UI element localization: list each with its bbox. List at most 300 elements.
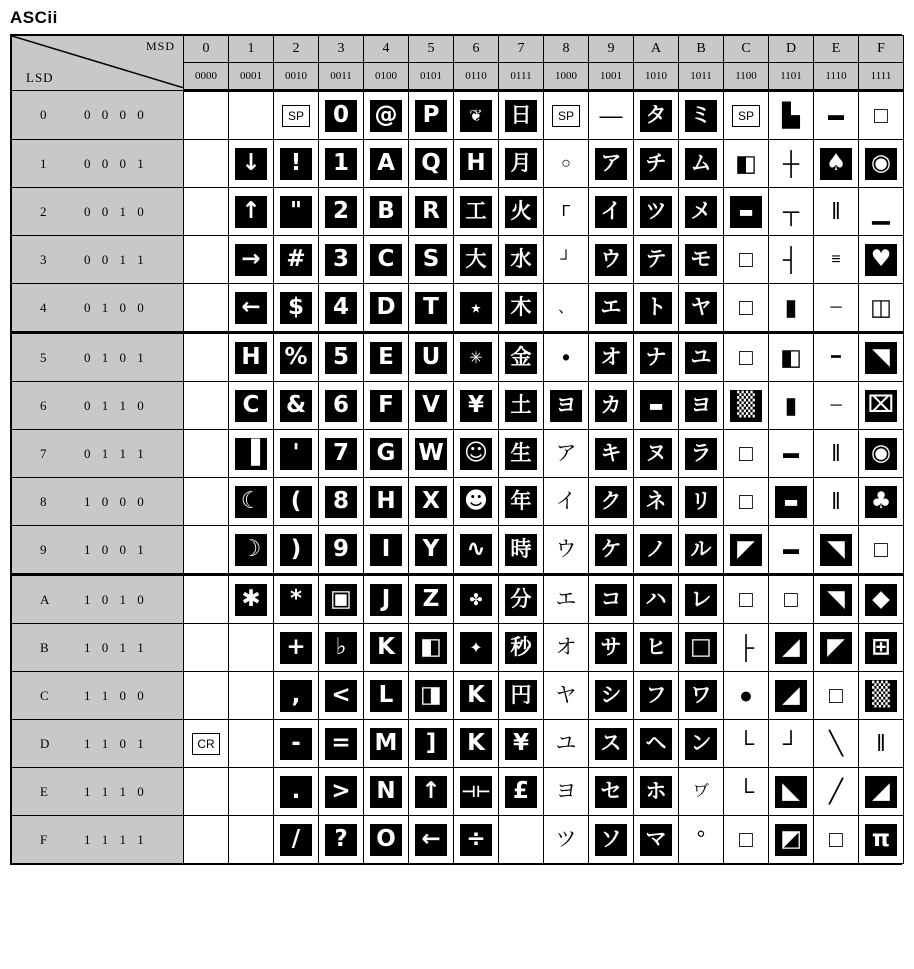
- row-bin-label: 0 0 0 1: [84, 155, 148, 171]
- row-bin-label: 0 1 0 1: [84, 349, 148, 365]
- table-row: [12, 526, 904, 575]
- glyph: ♥: [865, 244, 897, 276]
- glyph: T: [415, 292, 447, 324]
- ascii-cell-26: [274, 382, 319, 430]
- glyph: □: [730, 824, 762, 856]
- ascii-cell-ED: [814, 720, 859, 768]
- ascii-cell-AD: [634, 720, 679, 768]
- glyph: J: [370, 584, 402, 616]
- ascii-cell-13: [229, 236, 274, 284]
- glyph: ヨ: [685, 390, 717, 422]
- col-hex-11: B: [679, 36, 724, 63]
- glyph: ▁: [865, 196, 897, 228]
- glyph: イ: [550, 486, 582, 518]
- col-hex-15: F: [859, 36, 904, 63]
- col-hex-14: E: [814, 36, 859, 63]
- glyph: °: [685, 824, 717, 856]
- glyph: H: [460, 148, 492, 180]
- glyph: ≡: [820, 244, 852, 276]
- col-bin-12: 1100: [724, 63, 769, 91]
- glyph: ‖: [865, 728, 897, 760]
- col-bin-8: 1000: [544, 63, 589, 91]
- col-hex-8: 8: [544, 36, 589, 63]
- glyph: ←: [235, 292, 267, 324]
- row-label-8: [12, 478, 184, 526]
- glyph: 金: [505, 342, 537, 374]
- ascii-cell-41: [364, 140, 409, 188]
- glyph: 月: [505, 148, 537, 180]
- glyph: ▮: [775, 292, 807, 324]
- ascii-cell-A4: [634, 284, 679, 333]
- glyph: ツ: [640, 196, 672, 228]
- glyph: ハ: [640, 584, 672, 616]
- glyph: L: [370, 680, 402, 712]
- ascii-cell-2D: [274, 720, 319, 768]
- glyph: ヌ: [640, 438, 672, 470]
- glyph: ↑: [415, 776, 447, 808]
- ascii-cell-22: [274, 188, 319, 236]
- ascii-cell-02: [184, 188, 229, 236]
- glyph: ¥: [505, 728, 537, 760]
- glyph: ナ: [640, 342, 672, 374]
- ascii-cell-F9: [859, 526, 904, 575]
- ascii-cell-F6: [859, 382, 904, 430]
- ascii-cell-38: [319, 478, 364, 526]
- col-bin-5: 0101: [409, 63, 454, 91]
- row-bin-label: 0 0 1 1: [84, 251, 148, 267]
- ascii-cell-9B: [589, 624, 634, 672]
- row-hex-label: 7: [40, 445, 47, 461]
- ascii-cell-63: [454, 236, 499, 284]
- glyph: 土: [505, 390, 537, 422]
- glyph: ウ: [595, 244, 627, 276]
- glyph: メ: [685, 196, 717, 228]
- glyph: ▬: [640, 390, 672, 422]
- ascii-cell-DA: [769, 575, 814, 624]
- ascii-cell-A0: [634, 91, 679, 140]
- table-row: [12, 816, 904, 864]
- glyph: [190, 632, 222, 664]
- glyph: [190, 244, 222, 276]
- row-hex-label: F: [40, 831, 48, 847]
- ascii-cell-94: [589, 284, 634, 333]
- row-bin-label: 1 1 0 1: [84, 735, 148, 751]
- glyph: K: [460, 728, 492, 760]
- ascii-cell-47: [364, 430, 409, 478]
- ascii-cell-54: [409, 284, 454, 333]
- ascii-cell-BC: [679, 672, 724, 720]
- ascii-cell-7D: [499, 720, 544, 768]
- ascii-cell-42: [364, 188, 409, 236]
- ascii-cell-EA: [814, 575, 859, 624]
- glyph: 秒: [505, 632, 537, 664]
- glyph: マ: [640, 824, 672, 856]
- ascii-cell-0E: [184, 768, 229, 816]
- row-hex-label: C: [40, 687, 49, 703]
- glyph: □: [865, 534, 897, 566]
- glyph: ソ: [595, 824, 627, 856]
- ascii-cell-D6: [769, 382, 814, 430]
- glyph: SP: [282, 105, 310, 127]
- ascii-cell-61: [454, 140, 499, 188]
- col-bin-6: 0110: [454, 63, 499, 91]
- col-bin-1: 0001: [229, 63, 274, 91]
- glyph: キ: [595, 438, 627, 470]
- glyph: 水: [505, 244, 537, 276]
- glyph: ┘: [550, 244, 582, 276]
- ascii-cell-95: [589, 333, 634, 382]
- ascii-cell-2C: [274, 672, 319, 720]
- ascii-cell-7B: [499, 624, 544, 672]
- ascii-cell-E5: [814, 333, 859, 382]
- glyph: ユ: [685, 342, 717, 374]
- col-hex-7: 7: [499, 36, 544, 63]
- col-bin-9: 1001: [589, 63, 634, 91]
- ascii-cell-DD: [769, 720, 814, 768]
- ascii-cell-29: [274, 526, 319, 575]
- glyph: 火: [505, 196, 537, 228]
- row-hex-label: 8: [40, 493, 47, 509]
- glyph: テ: [640, 244, 672, 276]
- glyph: ╲: [820, 728, 852, 760]
- glyph: └: [730, 728, 762, 760]
- ascii-cell-68: [454, 478, 499, 526]
- table-row: [12, 382, 904, 430]
- glyph: ム: [685, 148, 717, 180]
- glyph: 0: [325, 100, 357, 132]
- glyph: ❦: [460, 100, 492, 132]
- ascii-cell-A5: [634, 333, 679, 382]
- ascii-cell-7C: [499, 672, 544, 720]
- ascii-cell-B9: [679, 526, 724, 575]
- row-label-7: [12, 430, 184, 478]
- table-row: [12, 91, 904, 140]
- ascii-cell-B5: [679, 333, 724, 382]
- ascii-cell-89: [544, 526, 589, 575]
- glyph: U: [415, 342, 447, 374]
- ascii-cell-11: [229, 140, 274, 188]
- ascii-cell-1D: [229, 720, 274, 768]
- row-bin-label: 1 0 1 1: [84, 639, 148, 655]
- ascii-cell-AB: [634, 624, 679, 672]
- row-label-C: [12, 672, 184, 720]
- glyph: ヨ: [550, 390, 582, 422]
- row-bin-label: 0 1 0 0: [84, 299, 148, 315]
- glyph: *: [280, 584, 312, 616]
- ascii-cell-06: [184, 382, 229, 430]
- glyph: →: [235, 244, 267, 276]
- row-hex-label: 6: [40, 397, 47, 413]
- glyph: ━: [820, 342, 852, 374]
- glyph: ◧: [730, 148, 762, 180]
- glyph: ◢: [865, 776, 897, 808]
- ascii-cell-21: [274, 140, 319, 188]
- row-label-E: [12, 768, 184, 816]
- glyph: 5: [325, 342, 357, 374]
- ascii-cell-CF: [724, 816, 769, 864]
- col-hex-1: 1: [229, 36, 274, 63]
- ascii-cell-DC: [769, 672, 814, 720]
- glyph: ヒ: [640, 632, 672, 664]
- glyph: ノ: [640, 534, 672, 566]
- ascii-cell-A1: [634, 140, 679, 188]
- col-hex-5: 5: [409, 36, 454, 63]
- ascii-cell-BA: [679, 575, 724, 624]
- glyph: □: [730, 244, 762, 276]
- glyph: [190, 438, 222, 470]
- glyph: #: [280, 244, 312, 276]
- glyph: [235, 728, 267, 760]
- glyph: └: [730, 776, 762, 808]
- ascii-cell-E7: [814, 430, 859, 478]
- ascii-cell-B8: [679, 478, 724, 526]
- ascii-cell-14: [229, 284, 274, 333]
- ascii-cell-20: [274, 91, 319, 140]
- glyph: ホ: [640, 776, 672, 808]
- ascii-cell-6E: [454, 768, 499, 816]
- row-bin-label: 1 1 1 1: [84, 831, 148, 847]
- glyph: ↑: [235, 196, 267, 228]
- ascii-cell-76: [499, 382, 544, 430]
- glyph: SP: [552, 105, 580, 127]
- ascii-cell-69: [454, 526, 499, 575]
- ascii-cell-3A: [319, 575, 364, 624]
- ascii-cell-5D: [409, 720, 454, 768]
- glyph: ◆: [865, 584, 897, 616]
- ascii-cell-67: [454, 430, 499, 478]
- row-label-5: [12, 333, 184, 382]
- glyph: ミ: [685, 100, 717, 132]
- glyph: [190, 680, 222, 712]
- ascii-cell-98: [589, 478, 634, 526]
- table-body: [12, 91, 904, 864]
- glyph: A: [370, 148, 402, 180]
- ascii-cell-DF: [769, 816, 814, 864]
- axis-corner-cell: [12, 36, 184, 91]
- ascii-cell-D9: [769, 526, 814, 575]
- glyph: 生: [505, 438, 537, 470]
- glyph: @: [370, 100, 402, 132]
- ascii-cell-35: [319, 333, 364, 382]
- ascii-cell-78: [499, 478, 544, 526]
- ascii-cell-1C: [229, 672, 274, 720]
- row-bin-label: 0 0 1 0: [84, 203, 148, 219]
- ascii-cell-01: [184, 140, 229, 188]
- glyph: Γ: [550, 196, 582, 228]
- ascii-cell-E2: [814, 188, 859, 236]
- glyph: □: [730, 438, 762, 470]
- ascii-cell-08: [184, 478, 229, 526]
- col-bin-15: 1111: [859, 63, 904, 91]
- col-bin-14: 1110: [814, 63, 859, 91]
- glyph: F: [370, 390, 402, 422]
- ascii-cell-C2: [724, 188, 769, 236]
- glyph: ◥: [865, 342, 897, 374]
- page-title: ASCii: [10, 8, 58, 27]
- ascii-cell-12: [229, 188, 274, 236]
- glyph: CR: [192, 733, 220, 755]
- glyph: [190, 824, 222, 856]
- glyph: .: [280, 776, 312, 808]
- ascii-cell-F8: [859, 478, 904, 526]
- glyph: ←: [415, 824, 447, 856]
- ascii-cell-53: [409, 236, 454, 284]
- glyph: ▬: [775, 438, 807, 470]
- glyph: □: [730, 584, 762, 616]
- glyph: ウ: [550, 534, 582, 566]
- ascii-cell-2F: [274, 816, 319, 864]
- ascii-cell-9E: [589, 768, 634, 816]
- ascii-cell-77: [499, 430, 544, 478]
- ascii-cell-EC: [814, 672, 859, 720]
- ascii-cell-9D: [589, 720, 634, 768]
- row-bin-label: 1 0 1 0: [84, 591, 148, 607]
- glyph: [190, 776, 222, 808]
- ascii-cell-58: [409, 478, 454, 526]
- ascii-cell-7A: [499, 575, 544, 624]
- col-hex-4: 4: [364, 36, 409, 63]
- glyph: ": [280, 196, 312, 228]
- ascii-cell-E9: [814, 526, 859, 575]
- ascii-cell-AA: [634, 575, 679, 624]
- row-hex-label: 5: [40, 349, 47, 365]
- glyph: π: [865, 824, 897, 856]
- glyph: ◧: [775, 342, 807, 374]
- row-bin-label: 1 0 0 1: [84, 541, 148, 557]
- glyph: □: [775, 584, 807, 616]
- ascii-cell-82: [544, 188, 589, 236]
- ascii-cell-6B: [454, 624, 499, 672]
- ascii-cell-28: [274, 478, 319, 526]
- glyph: ÷: [460, 824, 492, 856]
- col-bin-10: 1010: [634, 63, 679, 91]
- row-hex-label: B: [40, 639, 49, 655]
- row-hex-label: 1: [40, 155, 47, 171]
- ascii-cell-71: [499, 140, 544, 188]
- ascii-cell-B2: [679, 188, 724, 236]
- ascii-cell-56: [409, 382, 454, 430]
- ascii-cell-D1: [769, 140, 814, 188]
- glyph: ⊞: [865, 632, 897, 664]
- glyph: 日: [505, 100, 537, 132]
- ascii-cell-B6: [679, 382, 724, 430]
- ascii-cell-86: [544, 382, 589, 430]
- glyph: ∿: [460, 534, 492, 566]
- ascii-cell-BD: [679, 720, 724, 768]
- glyph: ●: [730, 680, 762, 712]
- glyph: ‖: [820, 486, 852, 518]
- glyph: ヨ: [550, 776, 582, 808]
- glyph: 木: [505, 292, 537, 324]
- row-label-3: [12, 236, 184, 284]
- glyph: オ: [595, 342, 627, 374]
- ascii-cell-93: [589, 236, 634, 284]
- glyph: [190, 292, 222, 324]
- ascii-cell-3D: [319, 720, 364, 768]
- row-label-F: [12, 816, 184, 864]
- ascii-cell-EB: [814, 624, 859, 672]
- glyph: £: [505, 776, 537, 808]
- glyph: ア: [550, 438, 582, 470]
- glyph: □: [730, 342, 762, 374]
- glyph: ✱: [235, 584, 267, 616]
- glyph: O: [370, 824, 402, 856]
- row-label-9: [12, 526, 184, 575]
- glyph: [505, 824, 537, 856]
- ascii-cell-CB: [724, 624, 769, 672]
- ascii-cell-D4: [769, 284, 814, 333]
- glyph: /: [280, 824, 312, 856]
- row-label-D: [12, 720, 184, 768]
- ascii-cell-37: [319, 430, 364, 478]
- glyph: ,: [280, 680, 312, 712]
- ascii-cell-07: [184, 430, 229, 478]
- glyph: □: [820, 824, 852, 856]
- ascii-cell-AE: [634, 768, 679, 816]
- ascii-cell-87: [544, 430, 589, 478]
- glyph: SP: [732, 105, 760, 127]
- glyph: ▬: [775, 486, 807, 518]
- ascii-cell-B1: [679, 140, 724, 188]
- ascii-cell-C5: [724, 333, 769, 382]
- glyph: ◩: [775, 824, 807, 856]
- glyph: Q: [415, 148, 447, 180]
- glyph: [190, 486, 222, 518]
- glyph: —: [595, 100, 627, 132]
- glyph: [235, 824, 267, 856]
- glyph: [190, 390, 222, 422]
- glyph: 円: [505, 680, 537, 712]
- ascii-cell-03: [184, 236, 229, 284]
- glyph: ┼: [775, 148, 807, 180]
- glyph: $: [280, 292, 312, 324]
- glyph: ]: [415, 728, 447, 760]
- glyph: G: [370, 438, 402, 470]
- ascii-cell-EE: [814, 768, 859, 816]
- glyph: ヷ: [685, 776, 717, 808]
- ascii-cell-70: [499, 91, 544, 140]
- glyph: ▬: [730, 196, 762, 228]
- col-hex-10: A: [634, 36, 679, 63]
- glyph: =: [325, 728, 357, 760]
- ascii-cell-5F: [409, 816, 454, 864]
- ascii-cell-2A: [274, 575, 319, 624]
- table-row: [12, 672, 904, 720]
- ascii-cell-F4: [859, 284, 904, 333]
- glyph: □: [820, 680, 852, 712]
- ascii-cell-A3: [634, 236, 679, 284]
- row-hex-label: 3: [40, 251, 47, 267]
- glyph: ┤: [775, 244, 807, 276]
- ascii-cell-72: [499, 188, 544, 236]
- ascii-cell-0B: [184, 624, 229, 672]
- header-row-hex: [12, 36, 904, 63]
- table-header: [12, 36, 904, 91]
- glyph: ◢: [775, 632, 807, 664]
- ascii-cell-60: [454, 91, 499, 140]
- ascii-cell-F5: [859, 333, 904, 382]
- glyph: ♠: [820, 148, 852, 180]
- table-row: [12, 140, 904, 188]
- glyph: [190, 584, 222, 616]
- glyph: N: [370, 776, 402, 808]
- ascii-cell-D3: [769, 236, 814, 284]
- glyph: ✤: [460, 584, 492, 616]
- ascii-cell-92: [589, 188, 634, 236]
- ascii-cell-E1: [814, 140, 859, 188]
- glyph: レ: [685, 584, 717, 616]
- glyph: <: [325, 680, 357, 712]
